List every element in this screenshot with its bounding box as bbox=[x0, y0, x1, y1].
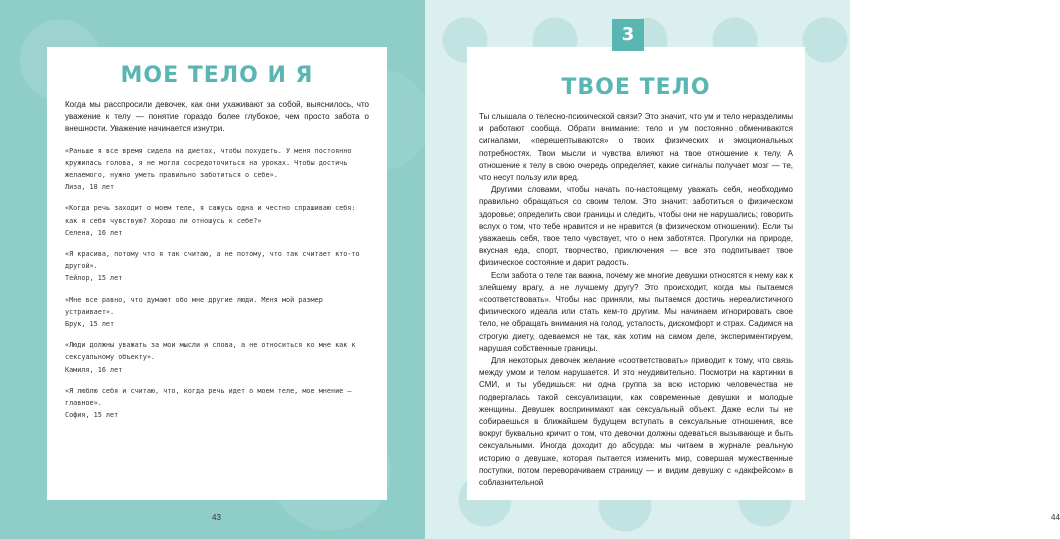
quote-item bbox=[65, 339, 369, 376]
page-number-left: 43 bbox=[212, 513, 221, 522]
right-page-title: ТВОЕ ТЕЛО bbox=[561, 75, 711, 100]
left-page-intro: Когда мы расспросили девочек, как они ухаживают за собой, выяснилось, что уважение к телу — понятие гораздо более глубокое, чем просто забота о внешности. Уважение начинается изнутри. bbox=[65, 100, 369, 134]
quote-author: Лиза, 18 лет bbox=[65, 183, 115, 192]
quote-item bbox=[65, 202, 369, 239]
chapter-number-badge: 3 bbox=[612, 19, 644, 51]
body-paragraph: Другими словами, чтобы начать по-настоящему уважать себя, необходимо правильно обращаться со своим телом. Это значит: заботиться о физическом здоровье; определить свои границы и следить, чтобы они не нарушались; говорить вслух о том, что тебе нравится и не нравится (в физическом отношении). Если ты уважаешь себя, твое тело чувствует, что о нем заботятся. Прогулки на природе, вкусная еда, спорт, творчество, приключения — все это подпитывает твое физическое состояние и дарит радость. bbox=[479, 185, 793, 268]
quote-item bbox=[65, 294, 369, 331]
quote-text: «Когда речь заходит о моем теле, я сажусь одна и честно спрашиваю себя: как я себя чувствую? Хорошо ли отношусь к себе?» bbox=[65, 204, 356, 225]
quote-text: «Я красива, потому что я так считаю, а не потому, что так считает кто-то другой». bbox=[65, 250, 360, 271]
body-paragraph: Ты слышала о телесно-психической связи? Это значит, что ум и тело неразделимы и работают сообща. Обрати внимание: тело и ум постоянно обмениваются сигналами, «перешептываются» о твоих физических и эмоциональных потребностях. Твои мысли и чувства влияют на твое отношение к телу. А отношение к телу в свою очередь определяет, какие сигналы получает мозг — те, что несут пользу или вред. bbox=[479, 112, 793, 183]
quote-text: «Люди должны уважать за мои мысли и слова, а не относиться ко мне как к сексуальному объекту». bbox=[65, 341, 356, 362]
quote-author: София, 15 лет bbox=[65, 411, 119, 420]
left-page bbox=[0, 0, 425, 539]
quote-text: «Я люблю себя и считаю, что, когда речь идет о моем теле, мое мнение — главное». bbox=[65, 386, 352, 408]
body-paragraph: Для некоторых девочек желание «соответствовать» приводит к тому, что связь между умом и телом нарушается. И это неудивительно. Посмотри на картинки в СМИ, и ты убедишься: ни одна группа за всю историю человечества не подвергалась такой сексуализации, как современные девушки и молодые женщины. Девушек воспринимают как сексуальный объект. Даже если ты не собираешься в ближайшем будущем вступать в сексуальные отношения, все вокруг буквально кричит о том, что девочки должны одеваться вызывающе и быть сексуальными. Иногда доходит до абсурда: мы читаем в журнале реальную историю о девушке, которая пытается изменить мир, совершая мужественные поступки, потом переворачиваем страницу — и видим девушку с «дакфейсом» в соблазнительной bbox=[479, 356, 793, 488]
left-page-card bbox=[47, 47, 387, 500]
right-page-card bbox=[467, 47, 805, 500]
quote-author: Тейлор, 15 лет bbox=[65, 274, 123, 283]
quote-text: «Мне все равно, что думают обо мне другие люди. Меня мой размер устраивает». bbox=[65, 295, 323, 316]
quote-item bbox=[65, 248, 369, 285]
quote-item bbox=[65, 145, 369, 194]
page-number-right: 44 bbox=[1051, 513, 1060, 522]
quote-item bbox=[65, 385, 369, 422]
quote-author: Селена, 16 лет bbox=[65, 228, 123, 237]
quote-text: «Раньше я все время сидела на диетах, чтобы похудеть. У меня постоянно кружилась голова, я не могла сосредоточиться на уроках. Чтобы достичь желаемого, нужно уметь правильно заботиться о себе». bbox=[65, 146, 352, 180]
left-page-title: МОЕ ТЕЛО И Я bbox=[120, 63, 314, 88]
quote-author: Камиля, 16 лет bbox=[65, 365, 123, 374]
body-paragraph: Если забота о теле так важна, почему же многие девушки относятся к нему как к злейшему врагу, а не лучшему другу? Это происходит, когда мы пытаемся «соответствовать». Чтобы нас приняли, мы пытаемся достичь нереалистичного физического идеала или стать кем-то другим. Мы начинаем игнорировать свое тело, не обращать внимания на голод, усталость, дискомфорт и страх. Садимся на строгую диету, одеваемся не так, как хотим на самом деле, экспериментируем, нарушая собственные границы. bbox=[479, 270, 793, 353]
quote-author: Брук, 15 лет bbox=[65, 320, 115, 329]
